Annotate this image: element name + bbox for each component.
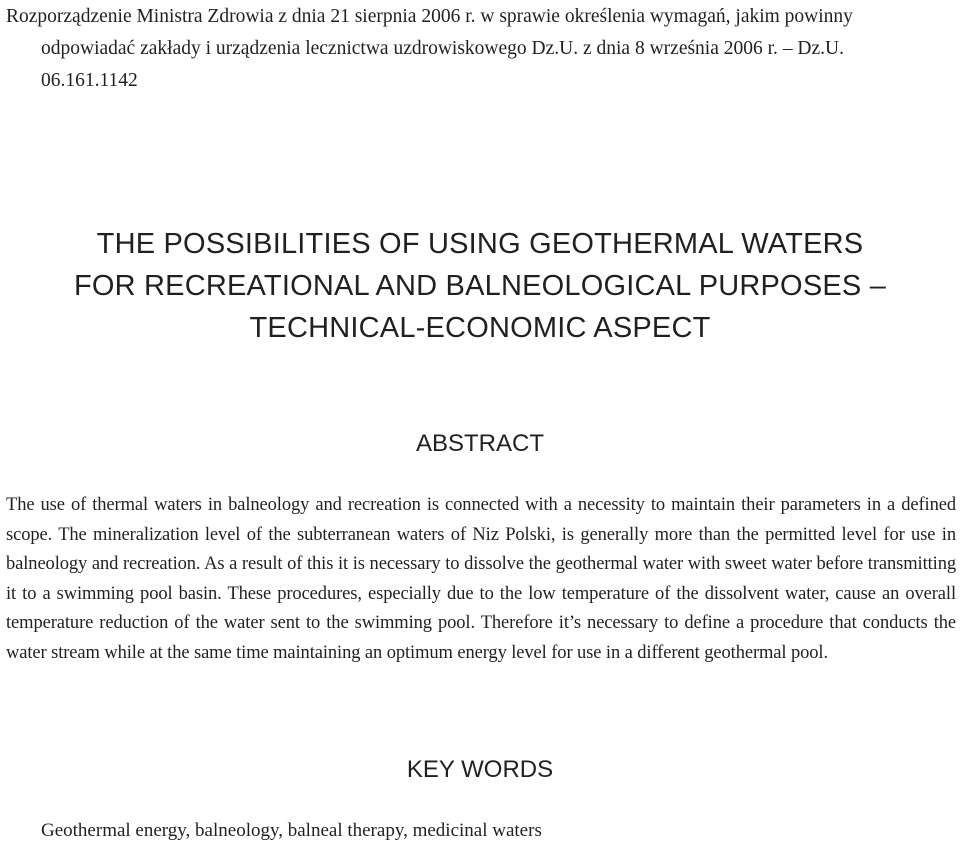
reference-citation (6, 1, 956, 97)
abstract-text: The use of thermal waters in balneology and recreation is connected with a necessity to maintain their parameters in a defined scope. The mineralization level of the subterranean waters of Niz Polski, is generally more than the permitted level for use in balneology and recreation. As a result of this it is necessary to dissolve the geothermal water with sweet water before transmitting it to a swimming pool basin. These procedures, especially due to the low temperature of the dissolvent water, cause an overall temperature reduction of the water sent to the swimming pool. Therefore it’s necessary to define a procedure that conducts the water stream while at the same time maintaining an optimum energy level for use in a different geothermal pool. (6, 495, 956, 663)
keywords-text: Geothermal energy, balneology, balneal therapy, medicinal waters (41, 820, 542, 841)
keywords-heading: KEY WORDS (406, 756, 554, 783)
paper-title-line-2: FOR RECREATIONAL AND BALNEOLOGICAL PURPOSES – (73, 270, 887, 302)
paper-title-line-1: THE POSSIBILITIES OF USING GEOTHERMAL WATERS (96, 228, 864, 260)
paper-title (0, 223, 960, 349)
abstract-heading: ABSTRACT (415, 430, 544, 457)
reference-line-2: odpowiadać zakłady i urządzenia lecznictwa uzdrowiskowego Dz.U. z dnia 8 września 2006 r. – Dz.U. (41, 38, 844, 59)
paper-title-line-3: TECHNICAL-ECONOMIC ASPECT (249, 312, 711, 344)
reference-line-3: 06.161.1142 (41, 70, 138, 91)
reference-line-1: Rozporządzenie Ministra Zdrowia z dnia 21 sierpnia 2006 r. w sprawie określenia wymagań, jakim powinny (6, 6, 853, 27)
